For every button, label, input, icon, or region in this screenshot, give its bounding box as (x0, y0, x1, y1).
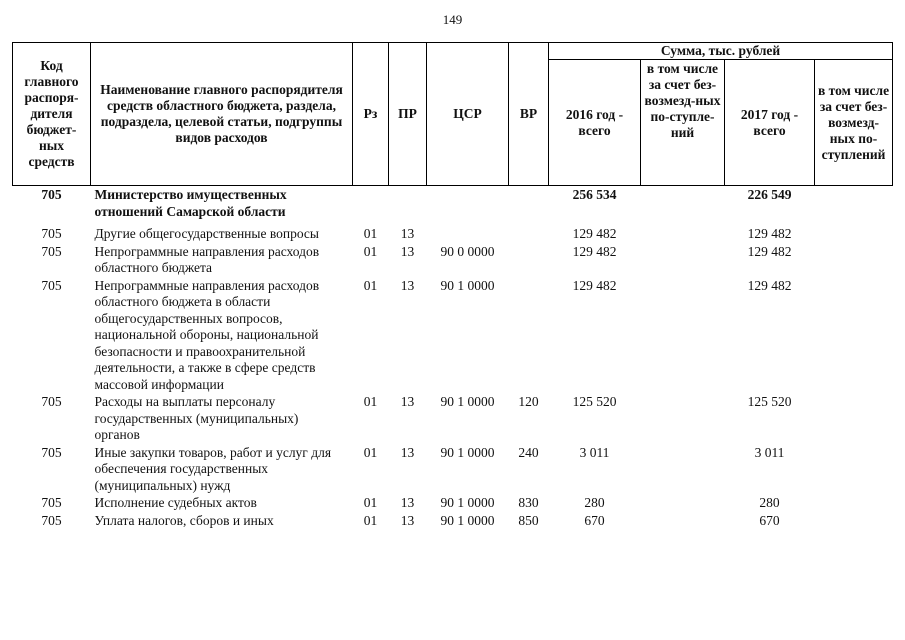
row-vr: 830 (518, 495, 539, 510)
ministry-name: Министерство имущественных отношений Самарской области (94, 187, 287, 219)
row-pr: 13 (400, 495, 415, 510)
row-2016-free (641, 513, 725, 531)
row-vr (509, 226, 549, 244)
row-2016-free (641, 445, 725, 496)
row-2016-total: 129 482 (572, 277, 617, 293)
row-2017-free (815, 495, 893, 513)
row-name: Непрограммные направления расходов областного бюджета (94, 243, 320, 275)
budget-table-frame (12, 42, 892, 530)
row-vr: 850 (518, 512, 539, 528)
row-2016-free (641, 226, 725, 244)
row-vr: 120 (518, 394, 539, 409)
table-row (13, 278, 893, 395)
row-2016-total: 125 520 (572, 394, 617, 409)
row-code: 705 (41, 394, 62, 409)
table-row (13, 445, 893, 496)
row-pr: 13 (400, 277, 415, 293)
row-rz: 01 (363, 277, 378, 293)
row-2017-total: 129 482 (747, 226, 792, 241)
row-pr: 13 (400, 394, 415, 409)
header-2017-free: в том числе за счет без-возмезд-ных по-ступлений (815, 60, 893, 186)
row-csr: 90 0 0000 (440, 243, 495, 259)
table-row (13, 394, 893, 445)
row-vr (509, 244, 549, 278)
row-vr (509, 278, 549, 395)
row-rz: 01 (363, 226, 378, 241)
row-2017-free (815, 244, 893, 278)
row-csr (427, 226, 509, 244)
row-csr: 90 1 0000 (440, 277, 495, 293)
header-rz: Рз (353, 43, 389, 186)
row-code: 705 (41, 226, 62, 241)
table-row (13, 244, 893, 278)
row-2016-total: 129 482 (572, 243, 617, 259)
row-name: Уплата налогов, сборов и иных (94, 512, 274, 528)
ministry-row (13, 186, 893, 227)
row-name: Непрограммные направления расходов областного бюджета в области общегосударственных вопросов, национальной обороны, национальной безопасности и правоохранительной деятельности, а также в сфере средств массовой информации (94, 277, 320, 392)
header-vr: ВР (509, 43, 549, 186)
table-row (13, 495, 893, 513)
row-csr: 90 1 0000 (440, 444, 495, 460)
header-2016-free: в том числе за счет без-возмезд-ных по-ступле-ний (641, 60, 725, 186)
row-name: Иные закупки товаров, работ и услуг для обеспечения государственных (муниципальных) нужд (94, 444, 332, 493)
row-2016-total: 129 482 (572, 226, 617, 241)
row-2017-free (815, 394, 893, 445)
row-csr: 90 1 0000 (440, 512, 495, 528)
budget-table (12, 42, 893, 530)
ministry-2016: 256 534 (572, 187, 617, 202)
row-code: 705 (41, 277, 62, 293)
ministry-code: 705 (41, 187, 62, 202)
row-2016-free (641, 394, 725, 445)
row-2016-free (641, 278, 725, 395)
row-code: 705 (41, 243, 62, 259)
header-pr: ПР (389, 43, 427, 186)
row-rz: 01 (363, 495, 378, 510)
header-csr: ЦСР (427, 43, 509, 186)
row-rz: 01 (363, 512, 378, 528)
row-2016-free (641, 244, 725, 278)
row-2017-free (815, 513, 893, 531)
header-2017-total: 2017 год - всего (725, 60, 815, 186)
header-name: Наименование главного распорядителя средств областного бюджета, раздела, подраздела, целевой статьи, подгруппы видов расходов (91, 43, 353, 186)
row-csr: 90 1 0000 (440, 394, 495, 409)
row-pr: 13 (400, 226, 415, 241)
header-sum: Сумма, тыс. рублей (549, 43, 893, 60)
row-code: 705 (41, 444, 62, 460)
row-pr: 13 (400, 512, 415, 528)
row-2016-total: 3 011 (579, 444, 610, 460)
row-rz: 01 (363, 394, 378, 409)
row-2017-total: 670 (759, 512, 780, 528)
header-2016-total: 2016 год - всего (549, 60, 641, 186)
row-2016-total: 280 (584, 495, 605, 510)
row-name: Исполнение судебных актов (94, 495, 257, 510)
row-code: 705 (41, 495, 62, 510)
row-code: 705 (41, 512, 62, 528)
row-2017-total: 3 011 (754, 444, 785, 460)
row-pr: 13 (400, 444, 415, 460)
row-2016-total: 670 (584, 512, 605, 528)
row-2016-free (641, 495, 725, 513)
table-body (13, 186, 893, 531)
row-pr: 13 (400, 243, 415, 259)
row-csr: 90 1 0000 (440, 495, 495, 510)
table-row (13, 513, 893, 531)
row-name: Расходы на выплаты персоналу государственных (муниципальных) органов (94, 394, 299, 442)
row-2017-total: 280 (759, 495, 780, 510)
row-2017-free (815, 278, 893, 395)
row-2017-total: 129 482 (747, 277, 792, 293)
row-2017-total: 125 520 (747, 394, 792, 409)
row-2017-free (815, 445, 893, 496)
page-number: 149 (442, 12, 463, 27)
ministry-2017: 226 549 (747, 187, 792, 202)
row-rz: 01 (363, 444, 378, 460)
row-vr: 240 (518, 444, 539, 460)
header-code: Код главного распоря-дителя бюджет-ных средств (13, 43, 91, 186)
row-2017-total: 129 482 (747, 243, 792, 259)
table-row (13, 226, 893, 244)
row-name: Другие общегосударственные вопросы (94, 226, 319, 241)
row-rz: 01 (363, 243, 378, 259)
row-2017-free (815, 226, 893, 244)
